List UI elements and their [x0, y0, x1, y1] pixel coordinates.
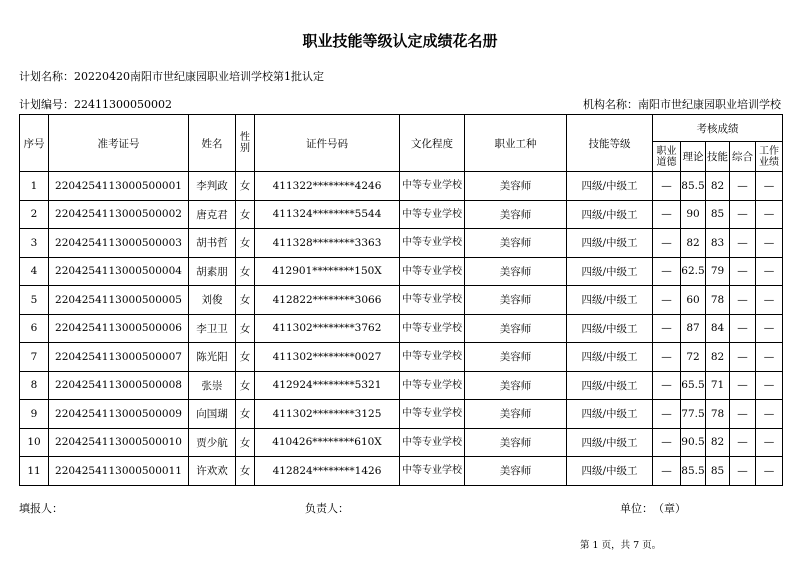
cell-seq: 5: [20, 286, 49, 315]
cell-seq: 2: [20, 200, 49, 229]
cell-id-no: 411302********3762: [255, 314, 400, 343]
cell-performance: —: [756, 457, 783, 486]
cell-education: 中等专业学校: [400, 400, 465, 429]
header-assessment: 考核成绩: [653, 115, 783, 142]
header-skill: 技能: [706, 142, 730, 172]
cell-exam-no: 2204254113000500005: [49, 286, 189, 315]
cell-id-no: 412824********1426: [255, 457, 400, 486]
cell-exam-no: 2204254113000500003: [49, 229, 189, 258]
header-ethics: 职业道德: [653, 142, 681, 172]
cell-theory: 65.5: [681, 371, 706, 400]
cell-ethics: —: [653, 172, 681, 201]
header-seq: 序号: [20, 115, 49, 172]
table-row: [20, 200, 783, 229]
header-level: 技能等级: [567, 115, 653, 172]
cell-name: 贾少航: [189, 428, 236, 457]
cell-ethics: —: [653, 200, 681, 229]
cell-gender: 女: [236, 200, 255, 229]
cell-occupation: 美容师: [465, 400, 567, 429]
table-row: [20, 172, 783, 201]
cell-theory: 85.5: [681, 172, 706, 201]
cell-gender: 女: [236, 257, 255, 286]
cell-theory: 90: [681, 200, 706, 229]
cell-theory: 87: [681, 314, 706, 343]
table-row: [20, 229, 783, 258]
cell-comprehensive: —: [730, 457, 756, 486]
cell-theory: 62.5: [681, 257, 706, 286]
cell-id-no: 411324********5544: [255, 200, 400, 229]
cell-gender: 女: [236, 286, 255, 315]
cell-comprehensive: —: [730, 400, 756, 429]
cell-name: 陈光阳: [189, 343, 236, 372]
cell-ethics: —: [653, 371, 681, 400]
cell-seq: 10: [20, 428, 49, 457]
cell-gender: 女: [236, 400, 255, 429]
score-table: [19, 114, 783, 486]
cell-name: 向国瑚: [189, 400, 236, 429]
cell-gender: 女: [236, 343, 255, 372]
cell-skill: 82: [706, 343, 730, 372]
cell-skill: 82: [706, 172, 730, 201]
cell-id-no: 410426********610X: [255, 428, 400, 457]
cell-comprehensive: —: [730, 314, 756, 343]
cell-occupation: 美容师: [465, 428, 567, 457]
cell-id-no: 412901********150X: [255, 257, 400, 286]
cell-name: 李卫卫: [189, 314, 236, 343]
table-row: [20, 286, 783, 315]
cell-performance: —: [756, 200, 783, 229]
cell-education: 中等专业学校: [400, 371, 465, 400]
cell-occupation: 美容师: [465, 286, 567, 315]
plan-number: 计划编号：22411300050002: [19, 98, 172, 111]
cell-exam-no: 2204254113000500011: [49, 457, 189, 486]
table-row: [20, 257, 783, 286]
cell-theory: 72: [681, 343, 706, 372]
cell-seq: 1: [20, 172, 49, 201]
cell-education: 中等专业学校: [400, 229, 465, 258]
org-name: 机构名称：南阳市世纪康园职业培训学校: [583, 98, 781, 111]
cell-performance: —: [756, 400, 783, 429]
cell-skill: 82: [706, 428, 730, 457]
cell-theory: 90.5: [681, 428, 706, 457]
table-row: [20, 343, 783, 372]
cell-skill: 78: [706, 286, 730, 315]
cell-skill: 84: [706, 314, 730, 343]
cell-level: 四级/中级工: [567, 200, 653, 229]
cell-ethics: —: [653, 286, 681, 315]
cell-performance: —: [756, 371, 783, 400]
cell-exam-no: 2204254113000500009: [49, 400, 189, 429]
cell-comprehensive: —: [730, 257, 756, 286]
cell-education: 中等专业学校: [400, 314, 465, 343]
cell-comprehensive: —: [730, 229, 756, 258]
page-number: 第 1 页，共 7 页。: [580, 540, 662, 551]
cell-occupation: 美容师: [465, 229, 567, 258]
cell-theory: 85.5: [681, 457, 706, 486]
cell-seq: 11: [20, 457, 49, 486]
cell-exam-no: 2204254113000500008: [49, 371, 189, 400]
header-performance: 工作业绩: [756, 142, 783, 172]
cell-education: 中等专业学校: [400, 200, 465, 229]
cell-ethics: —: [653, 400, 681, 429]
cell-education: 中等专业学校: [400, 343, 465, 372]
cell-comprehensive: —: [730, 371, 756, 400]
cell-exam-no: 2204254113000500004: [49, 257, 189, 286]
cell-name: 张崇: [189, 371, 236, 400]
table-row: [20, 400, 783, 429]
cell-education: 中等专业学校: [400, 172, 465, 201]
cell-level: 四级/中级工: [567, 314, 653, 343]
cell-name: 胡素朋: [189, 257, 236, 286]
cell-occupation: 美容师: [465, 371, 567, 400]
cell-skill: 78: [706, 400, 730, 429]
table-row: [20, 428, 783, 457]
cell-education: 中等专业学校: [400, 257, 465, 286]
header-name: 姓名: [189, 115, 236, 172]
cell-theory: 82: [681, 229, 706, 258]
cell-gender: 女: [236, 457, 255, 486]
cell-name: 许欢欢: [189, 457, 236, 486]
cell-comprehensive: —: [730, 172, 756, 201]
cell-performance: —: [756, 286, 783, 315]
header-exam-no: 准考证号: [49, 115, 189, 172]
cell-skill: 85: [706, 457, 730, 486]
cell-name: 唐克君: [189, 200, 236, 229]
cell-performance: —: [756, 172, 783, 201]
cell-ethics: —: [653, 343, 681, 372]
cell-name: 刘俊: [189, 286, 236, 315]
table-row: [20, 457, 783, 486]
cell-level: 四级/中级工: [567, 257, 653, 286]
cell-gender: 女: [236, 371, 255, 400]
filler-label: 填报人：: [19, 502, 63, 515]
cell-exam-no: 2204254113000500007: [49, 343, 189, 372]
table-row: [20, 371, 783, 400]
responsible-label: 负责人：: [305, 502, 349, 515]
cell-occupation: 美容师: [465, 172, 567, 201]
header-education: 文化程度: [400, 115, 465, 172]
cell-skill: 85: [706, 200, 730, 229]
cell-exam-no: 2204254113000500010: [49, 428, 189, 457]
cell-theory: 77.5: [681, 400, 706, 429]
cell-gender: 女: [236, 229, 255, 258]
header-comprehensive: 综合: [730, 142, 756, 172]
cell-level: 四级/中级工: [567, 229, 653, 258]
cell-occupation: 美容师: [465, 314, 567, 343]
cell-id-no: 412822********3066: [255, 286, 400, 315]
cell-gender: 女: [236, 428, 255, 457]
cell-exam-no: 2204254113000500001: [49, 172, 189, 201]
cell-id-no: 412924********5321: [255, 371, 400, 400]
cell-seq: 8: [20, 371, 49, 400]
cell-ethics: —: [653, 257, 681, 286]
cell-gender: 女: [236, 172, 255, 201]
cell-ethics: —: [653, 314, 681, 343]
table-row: [20, 314, 783, 343]
cell-performance: —: [756, 229, 783, 258]
cell-skill: 71: [706, 371, 730, 400]
cell-id-no: 411328********3363: [255, 229, 400, 258]
cell-seq: 3: [20, 229, 49, 258]
cell-occupation: 美容师: [465, 457, 567, 486]
cell-seq: 4: [20, 257, 49, 286]
cell-id-no: 411302********0027: [255, 343, 400, 372]
cell-id-no: 411322********4246: [255, 172, 400, 201]
cell-level: 四级/中级工: [567, 457, 653, 486]
cell-level: 四级/中级工: [567, 371, 653, 400]
cell-name: 胡书哲: [189, 229, 236, 258]
unit-label: 单位： （章）: [620, 502, 686, 515]
cell-education: 中等专业学校: [400, 286, 465, 315]
cell-id-no: 411302********3125: [255, 400, 400, 429]
cell-occupation: 美容师: [465, 257, 567, 286]
header-id-no: 证件号码: [255, 115, 400, 172]
cell-comprehensive: —: [730, 286, 756, 315]
header-theory: 理论: [681, 142, 706, 172]
cell-education: 中等专业学校: [400, 428, 465, 457]
cell-occupation: 美容师: [465, 200, 567, 229]
cell-ethics: —: [653, 229, 681, 258]
cell-exam-no: 2204254113000500002: [49, 200, 189, 229]
cell-level: 四级/中级工: [567, 343, 653, 372]
cell-ethics: —: [653, 428, 681, 457]
cell-seq: 6: [20, 314, 49, 343]
cell-comprehensive: —: [730, 428, 756, 457]
plan-name: 计划名称：20220420南阳市世纪康园职业培训学校第1批认定: [19, 70, 324, 83]
cell-comprehensive: —: [730, 343, 756, 372]
cell-performance: —: [756, 343, 783, 372]
cell-name: 李判政: [189, 172, 236, 201]
cell-skill: 83: [706, 229, 730, 258]
cell-seq: 7: [20, 343, 49, 372]
cell-ethics: —: [653, 457, 681, 486]
header-gender: 性别: [236, 115, 255, 172]
cell-theory: 60: [681, 286, 706, 315]
cell-comprehensive: —: [730, 200, 756, 229]
cell-level: 四级/中级工: [567, 286, 653, 315]
cell-occupation: 美容师: [465, 343, 567, 372]
header-occupation: 职业工种: [465, 115, 567, 172]
cell-performance: —: [756, 428, 783, 457]
cell-performance: —: [756, 314, 783, 343]
cell-level: 四级/中级工: [567, 400, 653, 429]
cell-exam-no: 2204254113000500006: [49, 314, 189, 343]
cell-level: 四级/中级工: [567, 172, 653, 201]
cell-level: 四级/中级工: [567, 428, 653, 457]
cell-gender: 女: [236, 314, 255, 343]
cell-performance: —: [756, 257, 783, 286]
document-title: 职业技能等级认定成绩花名册: [302, 32, 498, 50]
cell-education: 中等专业学校: [400, 457, 465, 486]
cell-skill: 79: [706, 257, 730, 286]
cell-seq: 9: [20, 400, 49, 429]
